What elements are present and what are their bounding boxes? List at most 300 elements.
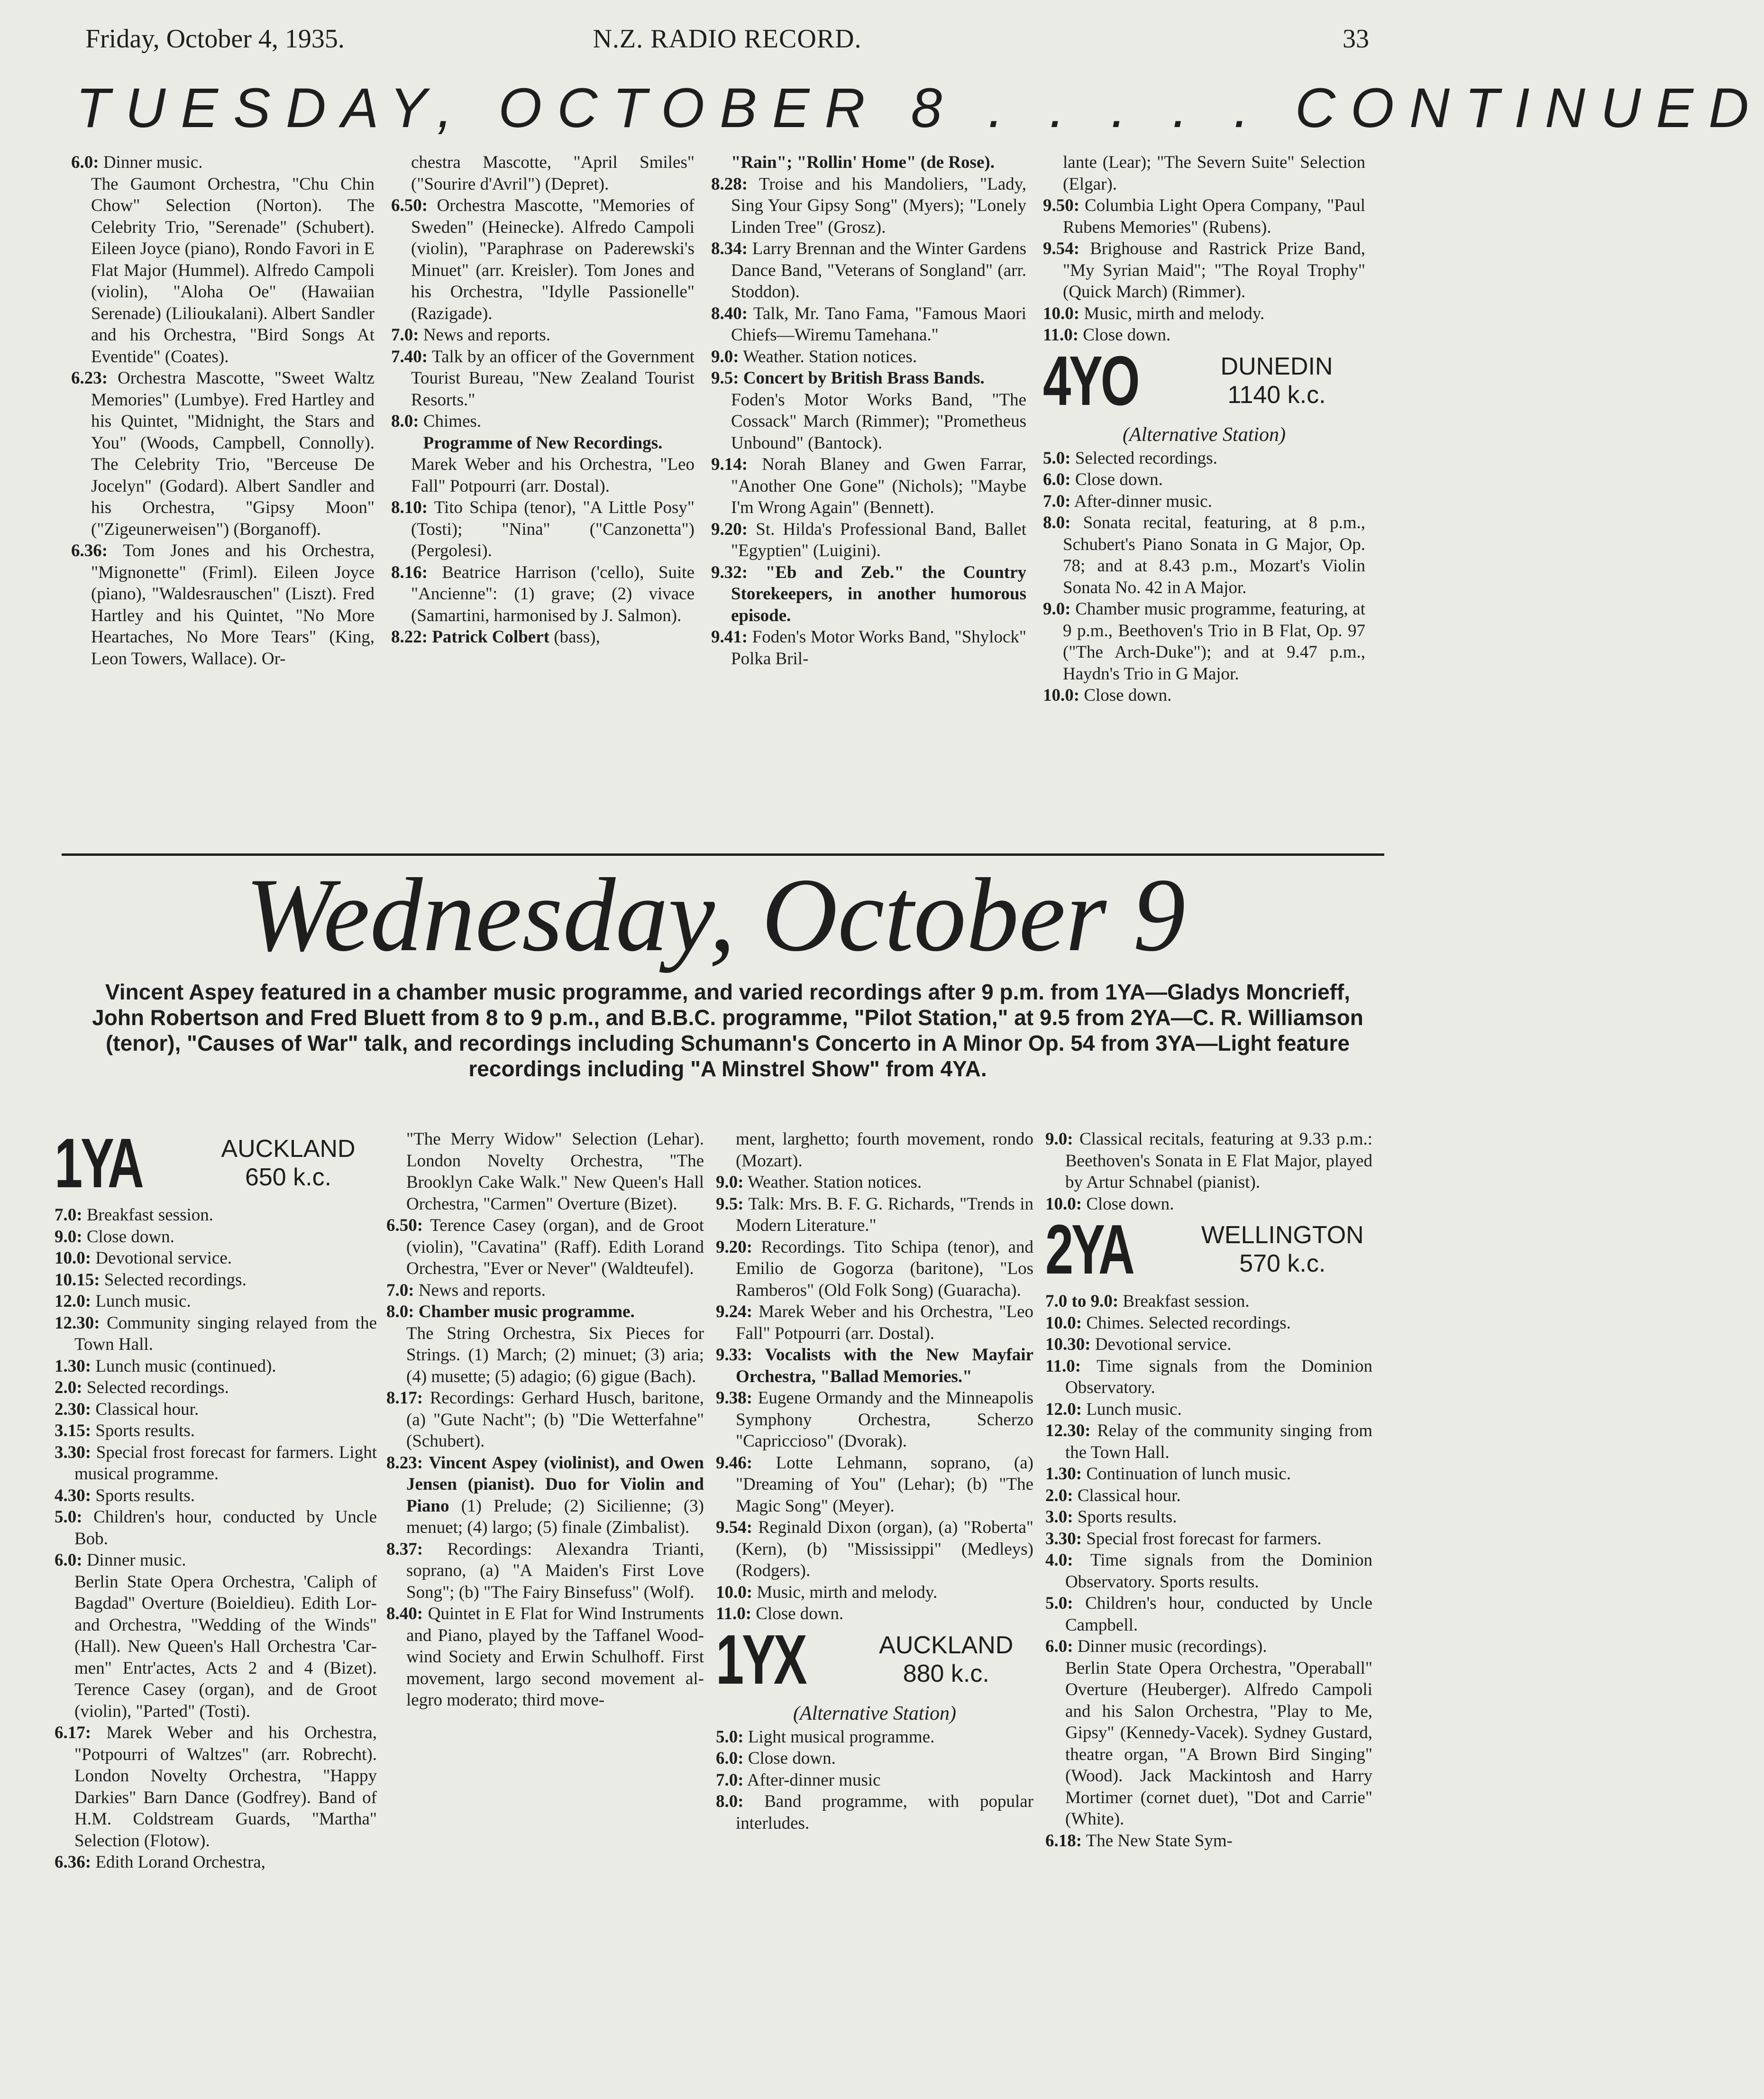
entry-time: 9.54:	[1043, 239, 1080, 258]
entry-time: 12.30:	[1045, 1421, 1091, 1440]
station-masthead	[1045, 1210, 1372, 1289]
programme-entry	[716, 1517, 1033, 1582]
wednesday-column-3	[716, 1128, 1033, 2086]
programme-entry	[55, 1291, 377, 1312]
wednesday-column-4	[1045, 1128, 1372, 2086]
entry-time: 9.5:	[711, 368, 739, 388]
entry-text: Recordings: Alexandra Trianti, soprano, (a) "A Maiden's First Love Song"; (b) "The Fairy Binsefuss" (Wolf).	[406, 1539, 704, 1602]
entry-text: Orchestra Mascotte, "Sweet Waltz Memories" (Lumbye). Fred Hartley and his Quintet, "Midnight, the Stars and You" (Woods, Campbell, Connolly). The Celebrity Trio, "Berceuse De Jocelyn" (Godard). Albert Sandler and his Orchestra, "Gipsy Moon" ("Zigeunerweisen") (Borganoff).	[91, 368, 375, 539]
entry-text: Talk by an officer of the Government Tourist Bureau, "New Zealand Tourist Resorts."	[411, 347, 695, 410]
programme-entry	[55, 1506, 377, 1549]
entry-text: Orchestra Mascotte, "Memories of Sweden" (Heinecke). Alfredo Campoli (violin), "Paraphrase on Paderewski's Minuet" (arr. Kreisler). Tom Jones and his Orchestra, "Idylle Passionelle" (Razigade).	[411, 196, 695, 323]
programme-entry	[711, 346, 1026, 368]
programme-entry-continued	[55, 1571, 377, 1723]
entry-text: Berlin State Opera Orchestra, 'Caliph of Bagdad" Overture (Boieldieu). Edith Lorand Orchestra, "Wedding of the Winds" (Hall). New Queen's Hall Orchestra 'Carmen" Entr'actes, Acts 2 and 4 (Bizet). Terence Casey (organ), and de Groot (violin), "Parted" (Tosti).	[74, 1572, 377, 1721]
programme-entry	[1045, 1528, 1372, 1550]
entry-text: Quintet in E Flat for Wind Instruments and Piano, played by the Taffanel Woodwind Society and Erwin Schulhoff. First movement, largo second movement allegro moderato; third move-	[406, 1604, 704, 1710]
programme-entry-continued	[386, 1128, 704, 1215]
entry-time: 8.0:	[1043, 513, 1071, 532]
programme-entry-continued	[391, 454, 695, 497]
entry-text: lante (Lear); "The Severn Suite" Selection (Elgar).	[1063, 153, 1365, 194]
programme-entry	[711, 454, 1026, 519]
entry-text: Special frost forecast for farmers.	[1082, 1529, 1322, 1549]
programme-entry	[55, 1247, 377, 1269]
entry-time: 8.40:	[711, 303, 748, 323]
wednesday-summary: Vincent Aspey featured in a chamber music programme, and varied recordings after 9 p.m. from 1YA—Gladys Moncrieff, John Robertson and Fred Bluett from 8 to 9 p.m., and B.B.C. programme, "Pilot Station," at 9.5 from 2YA—C. R. Williamson (tenor), "Causes of War" talk, and recordings including Schumann's Concerto in A Minor Op. 54 from 3YA—Light feature recordings including "A Minstrel Show" from 4YA.	[92, 980, 1363, 1081]
entry-highlight: Patrick Colbert	[428, 627, 549, 647]
programme-entry-continued	[71, 174, 375, 368]
programme-entry	[716, 1791, 1033, 1834]
programme-entry	[386, 1387, 704, 1452]
programme-entry	[391, 626, 695, 648]
programme-entry	[1045, 1830, 1372, 1852]
entry-time: 10.15:	[55, 1270, 100, 1290]
programme-entry-continued	[1043, 152, 1365, 195]
entry-text: After-dinner music.	[1070, 491, 1212, 511]
entry-time: 6.36:	[55, 1852, 91, 1872]
entry-time: 8.10:	[391, 498, 428, 517]
entry-time: 2.0:	[1045, 1485, 1073, 1505]
entry-text: Reginald Dixon (organ), (a) "Roberta" (Kern), (b) "Mississippi" (Medleys) (Rodgers).	[736, 1518, 1033, 1580]
entry-text: Close down.	[1079, 686, 1172, 705]
entry-time: 3.15:	[55, 1421, 91, 1440]
entry-text: Band programme, with popular interludes.	[736, 1792, 1033, 1833]
programme-entry	[716, 1452, 1033, 1517]
programme-entry	[71, 152, 375, 174]
entry-text: Chimes. Selected recordings.	[1082, 1313, 1291, 1333]
entry-text: Dinner music (recordings).	[1073, 1637, 1267, 1656]
programme-entry-continued	[711, 389, 1026, 454]
programme-entry	[716, 1769, 1033, 1791]
entry-text: Weather. Station notices.	[743, 1173, 922, 1192]
entry-time: 10.0:	[716, 1582, 753, 1602]
entry-text: Eugene Ormandy and the Minneapolis Symphony Orchestra, Scherzo "Capriccioso" (Dvorak).	[736, 1388, 1033, 1451]
entry-time: 7.0:	[55, 1205, 82, 1225]
programme-entry	[71, 540, 375, 669]
entry-text: Dinner music.	[82, 1550, 186, 1570]
entry-text: Close down.	[751, 1604, 844, 1623]
programme-entry	[1045, 1291, 1372, 1312]
entry-time: 10.0:	[1043, 686, 1080, 705]
programme-entry	[711, 174, 1026, 238]
entry-text: Music, mirth and melody.	[1079, 303, 1265, 323]
entry-text: Devotional service.	[91, 1248, 232, 1268]
programme-entry	[711, 519, 1026, 562]
entry-text: Weather. Station notices.	[739, 347, 917, 367]
entry-text: Beatrice Harrison ('cello), Suite "Ancienne": (1) grave; (2) vivace (Samartini, harmonised by J. Salmon).	[411, 562, 695, 625]
programme-entry	[1045, 1506, 1372, 1528]
entry-text: Relay of the community singing from the Town Hall.	[1065, 1421, 1372, 1462]
entry-text: Foden's Motor Works Band, "The Cossack" March (Rimmer); "Prometheus Unbound" (Bantock).	[731, 390, 1026, 453]
entry-time: 9.20:	[711, 519, 748, 539]
programme-entry	[716, 1172, 1033, 1193]
entry-time: 9.5:	[716, 1194, 744, 1214]
tuesday-column-4	[1043, 152, 1365, 849]
entry-text: Music, mirth and melody.	[752, 1582, 938, 1602]
entry-time: 2.0:	[55, 1378, 82, 1397]
programme-entry	[1045, 1549, 1372, 1593]
programme-entry	[55, 1226, 377, 1248]
programme-entry	[716, 1301, 1033, 1344]
programme-entry	[386, 1539, 704, 1604]
entry-text: Community singing relayed from the Town Hall.	[74, 1313, 377, 1354]
programme-entry	[55, 1356, 377, 1377]
programme-entry	[55, 1204, 377, 1226]
entry-text: Classical recitals, featuring at 9.33 p.m.: Beethoven's Sonata in E Flat Major, played by Artur Schnabel (pianist).	[1065, 1129, 1372, 1192]
entry-text: Selected recordings.	[1070, 448, 1217, 468]
entry-time: 9.0:	[711, 347, 739, 367]
programme-entry	[55, 1852, 377, 1873]
entry-text: Lotte Lehmann, soprano, (a) "Dreaming of You" (Lehar); (b) "The Magic Song" (Meyer).	[736, 1453, 1033, 1516]
programme-entry	[55, 1485, 377, 1507]
entry-text: Close down.	[743, 1749, 836, 1768]
entry-time: 8.0:	[716, 1792, 744, 1811]
programme-entry	[1045, 1636, 1372, 1658]
programme-entry	[716, 1344, 1033, 1387]
programme-entry	[1045, 1593, 1372, 1636]
entry-time: 5.0:	[55, 1507, 82, 1527]
entry-text: Breakfast session.	[1118, 1292, 1250, 1311]
entry-text: Berlin State Opera Orchestra, "Operaball" Overture (Heuberger). Alfredo Campoli and his Salon Orchestra, "Play to Me, Gipsy" (Kennedy-Vacek). Sydney Gustard, theatre organ, "A Brown Bird Singing" (Wood). Jack Mackintosh and Harry Mortimer (cornet duet), "Dot and Carrie" (White).	[1065, 1658, 1372, 1829]
station-frequency: 650 k.c.	[245, 1164, 332, 1191]
entry-text: (1) Prelude; (2) Sicilienne; (3) menuet; (4) largo; (5) finale (Zimbalist).	[406, 1496, 704, 1537]
programme-entry	[711, 367, 1026, 389]
station-city: AUCKLAND	[221, 1135, 356, 1163]
entry-time: 9.38:	[716, 1388, 753, 1408]
page-number: 33	[1343, 24, 1369, 54]
entry-time: 8.23:	[386, 1453, 423, 1473]
programme-entry	[711, 238, 1026, 303]
station-frequency: 1140 k.c.	[1227, 381, 1326, 409]
programme-entry	[1043, 238, 1365, 303]
station-call-sign: 1YA	[55, 1124, 142, 1202]
entry-time: 7.0:	[716, 1770, 744, 1790]
station-masthead	[55, 1124, 377, 1202]
entry-time: 6.18:	[1045, 1831, 1082, 1851]
entry-text: Recordings. Tito Schipa (tenor), and Emilio de Gogorza (baritone), "Los Ramberos" (Old Folk Song) (Guaracha).	[736, 1237, 1033, 1300]
entry-time: 9.0:	[1045, 1129, 1073, 1149]
programme-entry-continued	[711, 152, 1026, 174]
entry-text: Classical hour.	[91, 1399, 199, 1419]
entry-time: 9.24:	[716, 1302, 753, 1321]
entry-text: Light musical programme.	[743, 1727, 935, 1747]
alternative-station-label: (Alternative Station)	[793, 1702, 957, 1724]
station-city: DUNEDIN	[1220, 352, 1333, 380]
running-header	[85, 24, 1369, 66]
entry-time: 1.30:	[1045, 1464, 1082, 1484]
station-masthead	[1043, 341, 1365, 420]
entry-time: 2.30:	[55, 1399, 91, 1419]
entry-time: 4.0:	[1045, 1550, 1073, 1570]
publication-title: N.Z. RADIO RECORD.	[593, 24, 862, 54]
entry-text: Close down.	[1082, 1194, 1174, 1214]
entry-highlight: Vincent Aspey (violinist), and Owen Jensen (pianist). Duo for Violin and Piano	[406, 1453, 704, 1516]
programme-entry	[386, 1215, 704, 1280]
entry-text: chestra Mascotte, "April Smiles" ("Sourire d'Avril") (Depret).	[411, 153, 695, 194]
entry-time: 9.20:	[716, 1237, 753, 1257]
programme-entry	[1043, 469, 1365, 491]
programme-entry	[711, 626, 1026, 669]
entry-text: Tom Jones and his Orchestra, "Mignonette" (Friml). Eileen Joyce (piano), "Waldesrauschen" (Liszt). Fred Hartley and his Quintet, "No More Heartaches, No More Tears" (King, Leon Towers, Wallace). Or-	[91, 541, 375, 669]
entry-time: 6.23:	[71, 368, 108, 388]
programme-entry	[386, 1603, 704, 1711]
programme-entry	[716, 1193, 1033, 1237]
entry-text: Continuation of lunch music.	[1082, 1464, 1291, 1484]
entry-highlight: Chamber music programme.	[414, 1302, 635, 1321]
entry-time: 11.0:	[1045, 1356, 1081, 1376]
programme-entry	[55, 1420, 377, 1442]
alternative-station-label: (Alternative Station)	[1122, 423, 1286, 446]
programme-entry	[391, 324, 695, 346]
programme-entry	[1045, 1463, 1372, 1485]
station-city: WELLINGTON	[1201, 1221, 1364, 1249]
station-frequency: 570 k.c.	[1239, 1250, 1326, 1277]
programme-entry	[391, 195, 695, 324]
tuesday-continued-heading: TUESDAY, OCTOBER 8 . . . . . CONTINUED	[76, 77, 1764, 139]
programme-entry	[1045, 1312, 1372, 1334]
programme-entry	[1045, 1128, 1372, 1193]
entry-text: Breakfast session.	[82, 1205, 213, 1225]
entry-time: 10.0:	[1045, 1194, 1082, 1214]
programme-entry	[55, 1549, 377, 1571]
station-city: AUCKLAND	[879, 1631, 1014, 1659]
programme-entry	[716, 1582, 1033, 1604]
programme-entry	[386, 1280, 704, 1302]
entry-text: Brighouse and Rastrick Prize Band, "My Syrian Maid"; "The Royal Trophy" (Quick March) (Rimmer).	[1063, 239, 1365, 302]
entry-text: Edith Lorand Orchestra,	[91, 1852, 265, 1872]
entry-text: Chamber music programme, featuring, at 9 p.m., Beethoven's Trio in B Flat, Op. 97 ("The Arch-Duke"); and at 9.47 p.m., Haydn's Trio in G Major.	[1063, 599, 1365, 684]
entry-text: Marek Weber and his Orchestra, "Potpourri of Waltzes" (arr. Robrecht). London Novelty Orchestra, "Happy Darkies" Barn Dance (Godfrey). Band of H.M. Coldstream Guards, "Martha" Selection (Flotow).	[74, 1723, 377, 1851]
entry-time: 6.50:	[391, 196, 428, 215]
programme-entry	[1043, 303, 1365, 325]
entry-time: 6.36:	[71, 541, 108, 560]
programme-entry	[1045, 1420, 1372, 1463]
programme-entry	[55, 1377, 377, 1399]
entry-time: 10.30:	[1045, 1335, 1091, 1354]
entry-text: Special frost forecast for farmers. Light musical programme.	[74, 1442, 377, 1484]
entry-time: 6.50:	[386, 1216, 423, 1235]
entry-text: Foden's Motor Works Band, "Shylock" Polka Bril-	[731, 627, 1026, 669]
entry-time: 10.0:	[55, 1248, 91, 1268]
entry-time: 12.0:	[1045, 1399, 1082, 1419]
entry-text: Marek Weber and his Orchestra, "Leo Fall" Potpourri (arr. Dostal).	[411, 455, 695, 496]
entry-time: 1.30:	[55, 1356, 91, 1376]
station-call-sign: 4YO	[1043, 341, 1138, 420]
entry-time: 8.37:	[386, 1539, 423, 1559]
programme-entry	[55, 1722, 377, 1852]
entry-text: Sports results.	[1073, 1507, 1177, 1527]
entry-text: Talk: Mrs. B. F. G. Richards, "Trends in Modern Literature."	[736, 1194, 1033, 1235]
entry-time: 12.0:	[55, 1292, 91, 1311]
entry-text: The String Orchestra, Six Pieces for Strings. (1) March; (2) minuet; (3) aria; (4) musette; (5) adagio; (6) gigue (Bach).	[406, 1323, 704, 1386]
programme-entry	[1043, 448, 1365, 469]
entry-time: 7.0:	[391, 325, 419, 345]
entry-text: St. Hilda's Professional Band, Ballet "Egyptien" (Luigini).	[731, 519, 1026, 560]
entry-text: Recordings: Gerhard Husch, baritone, (a) "Gute Nacht"; (b) "Die Wetterfahne" (Schubert).	[406, 1388, 704, 1451]
entry-time: 9.32:	[711, 562, 748, 582]
entry-time: 7.0:	[386, 1280, 414, 1300]
entry-highlight: Vocalists with the New Mayfair Orchestra, "Ballad Memories."	[736, 1345, 1033, 1386]
entry-text: Chimes.	[419, 412, 482, 431]
entry-text: Lunch music.	[1082, 1399, 1182, 1419]
programme-entry	[1045, 1334, 1372, 1356]
entry-time: 9.54:	[716, 1518, 753, 1537]
programme-entry	[1045, 1356, 1372, 1399]
tuesday-column-1	[71, 152, 375, 849]
entry-text: Dinner music.	[99, 153, 203, 172]
entry-text: Sonata recital, featuring, at 8 p.m., Schubert's Piano Sonata in G Major, Op. 78; and at 8.43 p.m., Mozart's Violin Sonata No. 42 in A Major.	[1063, 513, 1365, 597]
programme-entry	[1043, 512, 1365, 598]
tuesday-column-2	[391, 152, 695, 849]
entry-time: 8.0:	[391, 412, 419, 431]
entry-time: 7.0:	[1043, 491, 1071, 511]
entry-time: 8.40:	[386, 1604, 423, 1623]
entry-time: 8.28:	[711, 174, 748, 194]
entry-time: 11.0:	[1043, 325, 1079, 345]
entry-highlight: "Rain"; "Rollin' Home" (de Rose).	[731, 153, 995, 172]
entry-text: Troise and his Mandoliers, "Lady, Sing Your Gipsy Song" (Myers); "Lonely Linden Tree" (Grosz).	[731, 174, 1026, 237]
entry-time: 8.0:	[386, 1302, 414, 1321]
entry-text: Devotional service.	[1090, 1335, 1232, 1354]
programme-entry	[55, 1442, 377, 1485]
entry-text: Tito Schipa (tenor), "A Little Posy" (Tosti); "Nina" ("Canzonetta") (Pergolesi).	[411, 498, 695, 560]
station-call-sign: 1YX	[716, 1620, 805, 1699]
entry-time: 10.0:	[1043, 303, 1080, 323]
programme-entry-continued	[391, 152, 695, 195]
programme-entry	[1043, 491, 1365, 513]
entry-text: Time signals from the Dominion Observatory. Sports results.	[1065, 1550, 1372, 1592]
wednesday-heading: Wednesday, October 9	[245, 857, 1186, 973]
entry-text: Time signals from the Dominion Observatory.	[1065, 1356, 1372, 1397]
entry-time: 6.0:	[716, 1749, 744, 1768]
station-frequency: 880 k.c.	[903, 1659, 989, 1687]
programme-entry	[716, 1726, 1033, 1748]
entry-time: 8.17:	[386, 1388, 423, 1408]
programme-entry	[391, 562, 695, 627]
wednesday-column-2	[386, 1128, 704, 2086]
entry-time: 9.46:	[716, 1453, 753, 1473]
programme-entry	[55, 1399, 377, 1421]
entry-time: 9.41:	[711, 627, 748, 647]
programme-entry	[716, 1387, 1033, 1452]
entry-time: 8.22:	[391, 627, 428, 647]
entry-text: Close down.	[82, 1227, 174, 1247]
entry-time: 5.0:	[716, 1727, 744, 1747]
programme-subheading: Programme of New Recordings.	[423, 433, 663, 453]
programme-entry-continued	[1045, 1658, 1372, 1830]
programme-entry	[386, 1452, 704, 1539]
entry-text: Sports results.	[91, 1485, 195, 1505]
entry-time: 3.30:	[55, 1442, 91, 1462]
entry-text: Sports results.	[91, 1421, 195, 1440]
entry-time: 11.0:	[716, 1604, 752, 1623]
entry-time: 10.0:	[1045, 1313, 1082, 1333]
entry-text: Talk, Mr. Tano Fama, "Famous Maori Chiefs—Wiremu Tamehana."	[731, 303, 1026, 345]
entry-time: 9.33:	[716, 1345, 753, 1365]
entry-time: 7.0 to 9.0:	[1045, 1292, 1119, 1311]
programme-entry	[55, 1269, 377, 1291]
entry-text: Columbia Light Opera Company, "Paul Rubens Memories" (Rubens).	[1063, 196, 1365, 237]
programme-entry	[391, 497, 695, 562]
programme-entry	[1043, 598, 1365, 685]
programme-entry	[1045, 1399, 1372, 1421]
entry-time: 8.16:	[391, 562, 428, 582]
entry-time: 3.30:	[1045, 1529, 1082, 1549]
entry-text: Lunch music.	[91, 1292, 191, 1311]
entry-time: 3.0:	[1045, 1507, 1073, 1527]
entry-text: Close down.	[1070, 470, 1163, 489]
entry-text: Children's hour, conducted by Uncle Campbell.	[1065, 1594, 1372, 1635]
entry-time: 9.0:	[716, 1173, 744, 1192]
programme-entry	[711, 562, 1026, 627]
entry-time: 6.0:	[1045, 1637, 1073, 1656]
wednesday-column-1	[55, 1124, 377, 2086]
entry-text: Norah Blaney and Gwen Farrar, "Another One Gone" (Nichols); "Maybe I'm Wrong Again" (Bennett).	[731, 455, 1026, 517]
programme-entry	[716, 1237, 1033, 1302]
programme-entry-continued	[386, 1323, 704, 1388]
entry-text: The Gaumont Orchestra, "Chu Chin Chow" Selection (Norton). The Celebrity Trio, "Serenade" (Schubert). Eileen Joyce (piano), Rondo Favori in E Flat Major (Hummel). Alfredo Campoli (violin), "Aloha Oe" (Hawaiian Serenade) (Lilioukalani). Albert Sandler and his Orchestra, "Bird Songs At Eventide" (Coates).	[91, 174, 375, 367]
entry-time: 6.0:	[1043, 470, 1071, 489]
entry-time: 8.34:	[711, 239, 748, 258]
entry-time: 7.40:	[391, 347, 428, 367]
entry-text: Larry Brennan and the Winter Gardens Dance Band, "Veterans of Songland" (arr. Stoddon).	[731, 239, 1026, 302]
entry-text: Classical hour.	[1073, 1485, 1181, 1505]
programme-entry	[711, 303, 1026, 346]
entry-text: ment, larghetto; fourth movement, rondo (Mozart).	[736, 1129, 1033, 1171]
programme-entry	[55, 1312, 377, 1356]
programme-entry-continued	[716, 1128, 1033, 1172]
entry-text: Selected recordings.	[100, 1270, 247, 1290]
entry-time: 5.0:	[1043, 448, 1071, 468]
entry-text: Selected recordings.	[82, 1378, 229, 1397]
entry-time: 4.30:	[55, 1485, 91, 1505]
entry-time: 5.0:	[1045, 1594, 1073, 1613]
entry-text: Children's hour, conducted by Uncle Bob.	[74, 1507, 377, 1549]
programme-entry	[391, 346, 695, 411]
programme-entry	[386, 1301, 704, 1323]
tuesday-column-3	[711, 152, 1026, 849]
entry-highlight: "Eb and Zeb." the Country Storekeepers, in another humorous episode.	[731, 562, 1026, 625]
entry-time: 9.0:	[55, 1227, 82, 1247]
entry-highlight: Concert by British Brass Bands.	[739, 368, 985, 388]
entry-text: Marek Weber and his Orchestra, "Leo Fall" Potpourri (arr. Dostal).	[736, 1302, 1033, 1343]
programme-entry	[1043, 685, 1365, 706]
entry-time: 6.17:	[55, 1723, 91, 1742]
entry-text: (bass),	[549, 627, 600, 647]
programme-entry	[71, 367, 375, 540]
entry-text: Lunch music (continued).	[91, 1356, 276, 1376]
issue-date: Friday, October 4, 1935.	[85, 24, 345, 54]
entry-time: 9.14:	[711, 455, 748, 474]
entry-text: News and reports.	[419, 325, 551, 345]
entry-time: 6.0:	[55, 1550, 82, 1570]
entry-text: Terence Casey (organ), and de Groot (violin), "Cavatina" (Raff). Edith Lorand Orchestra, "Ever or Never" (Waldteufel).	[406, 1216, 704, 1278]
programme-entry	[1043, 195, 1365, 238]
entry-text: News and reports.	[414, 1280, 546, 1300]
programme-entry	[716, 1748, 1033, 1769]
entry-text: "The Merry Widow" Selection (Lehar). London Novelty Orchestra, "The Brooklyn Cake Walk." New Queen's Hall Orchestra, "Carmen" Overture (Bizet).	[406, 1129, 704, 1214]
programme-entry	[391, 411, 695, 432]
entry-time: 12.30:	[55, 1313, 100, 1333]
programme-entry	[1045, 1485, 1372, 1507]
station-call-sign: 2YA	[1045, 1210, 1133, 1289]
entry-time: 9.0:	[1043, 599, 1071, 619]
entry-text: Close down.	[1079, 325, 1171, 345]
station-masthead	[716, 1620, 1033, 1699]
entry-text: After-dinner music	[743, 1770, 881, 1790]
entry-time: 6.0:	[71, 153, 99, 172]
entry-text: The New State Sym-	[1082, 1831, 1233, 1851]
